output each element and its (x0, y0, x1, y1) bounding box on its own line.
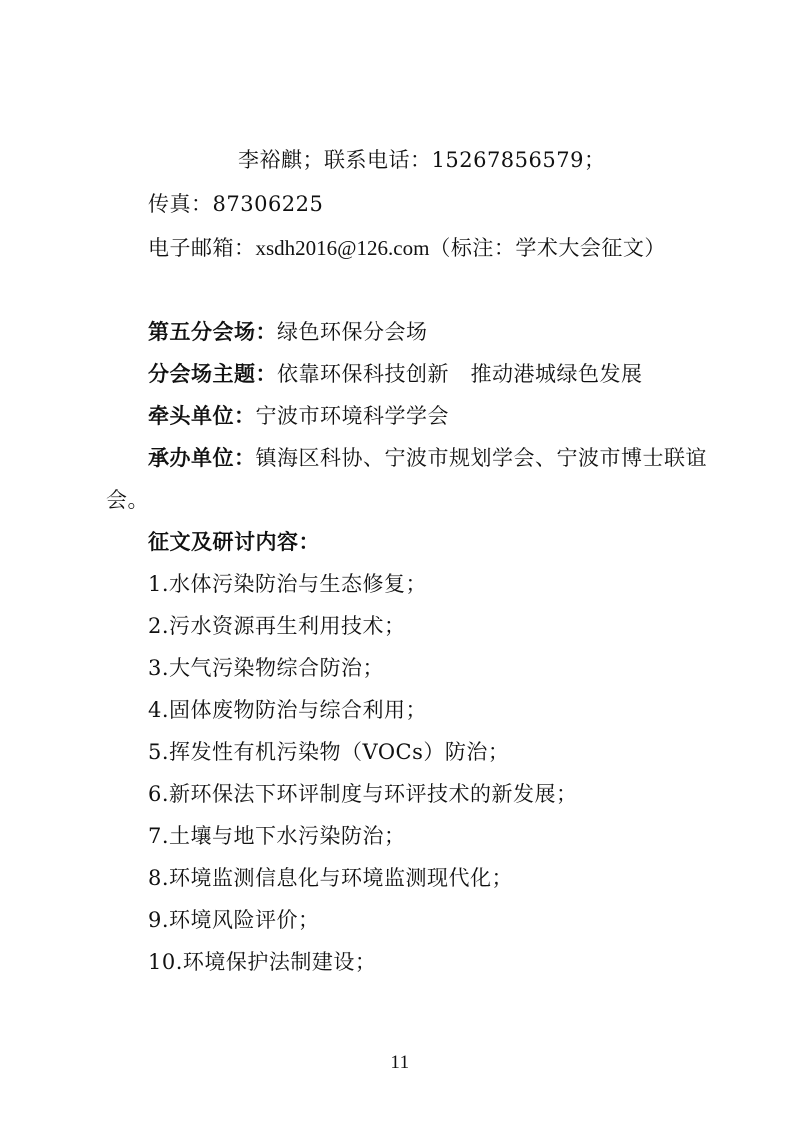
email-note: （标注：学术大会征文） (429, 236, 666, 260)
session-line (148, 318, 428, 346)
theme-value: 依靠环保科技创新 推动港城绿色发展 (277, 362, 643, 386)
topic-item: 8.环境监测信息化与环境监测现代化； (148, 866, 514, 890)
topics-heading: 征文及研讨内容： (148, 529, 320, 554)
host-unit-continuation: 会。 (106, 488, 149, 512)
theme-line (148, 360, 643, 388)
lead-unit-line (148, 402, 449, 430)
host-unit-value: 镇海区科协、宁波市规划学会、宁波市博士联谊 (255, 446, 707, 470)
topic-item: 6.新环保法下环评制度与环评技术的新发展； (148, 782, 578, 806)
topic-item: 3.大气污染物综合防治； (148, 656, 385, 680)
session-label: 第五分会场： (148, 319, 277, 344)
topic-item: 9.环境风险评价； (148, 908, 320, 932)
host-unit-line (148, 444, 707, 472)
fax-line: 传真：87306225 (148, 192, 324, 216)
topic-item: 4.固体废物防治与综合利用； (148, 698, 428, 722)
email-label: 电子邮箱： (148, 236, 256, 260)
topic-item: 10.环境保护法制建设； (148, 950, 377, 974)
topic-item: 7.土壤与地下水污染防治； (148, 824, 406, 848)
session-value: 绿色环保分会场 (277, 320, 428, 344)
topic-item: 2.污水资源再生利用技术； (148, 614, 406, 638)
host-unit-label: 承办单位： (148, 445, 256, 470)
contact-person-line: 李裕麒；联系电话：15267856579； (238, 148, 606, 172)
email-address: xsdh2016@126.com (255, 236, 430, 260)
topic-item: 1.水体污染防治与生态修复； (148, 572, 428, 596)
topic-item: 5.挥发性有机污染物（VOCs）防治； (148, 740, 510, 764)
lead-unit-value: 宁波市环境科学学会 (255, 404, 449, 428)
email-line (148, 234, 666, 262)
lead-unit-label: 牵头单位： (148, 403, 256, 428)
page-number: 11 (390, 1052, 410, 1073)
theme-label: 分会场主题： (148, 361, 277, 386)
